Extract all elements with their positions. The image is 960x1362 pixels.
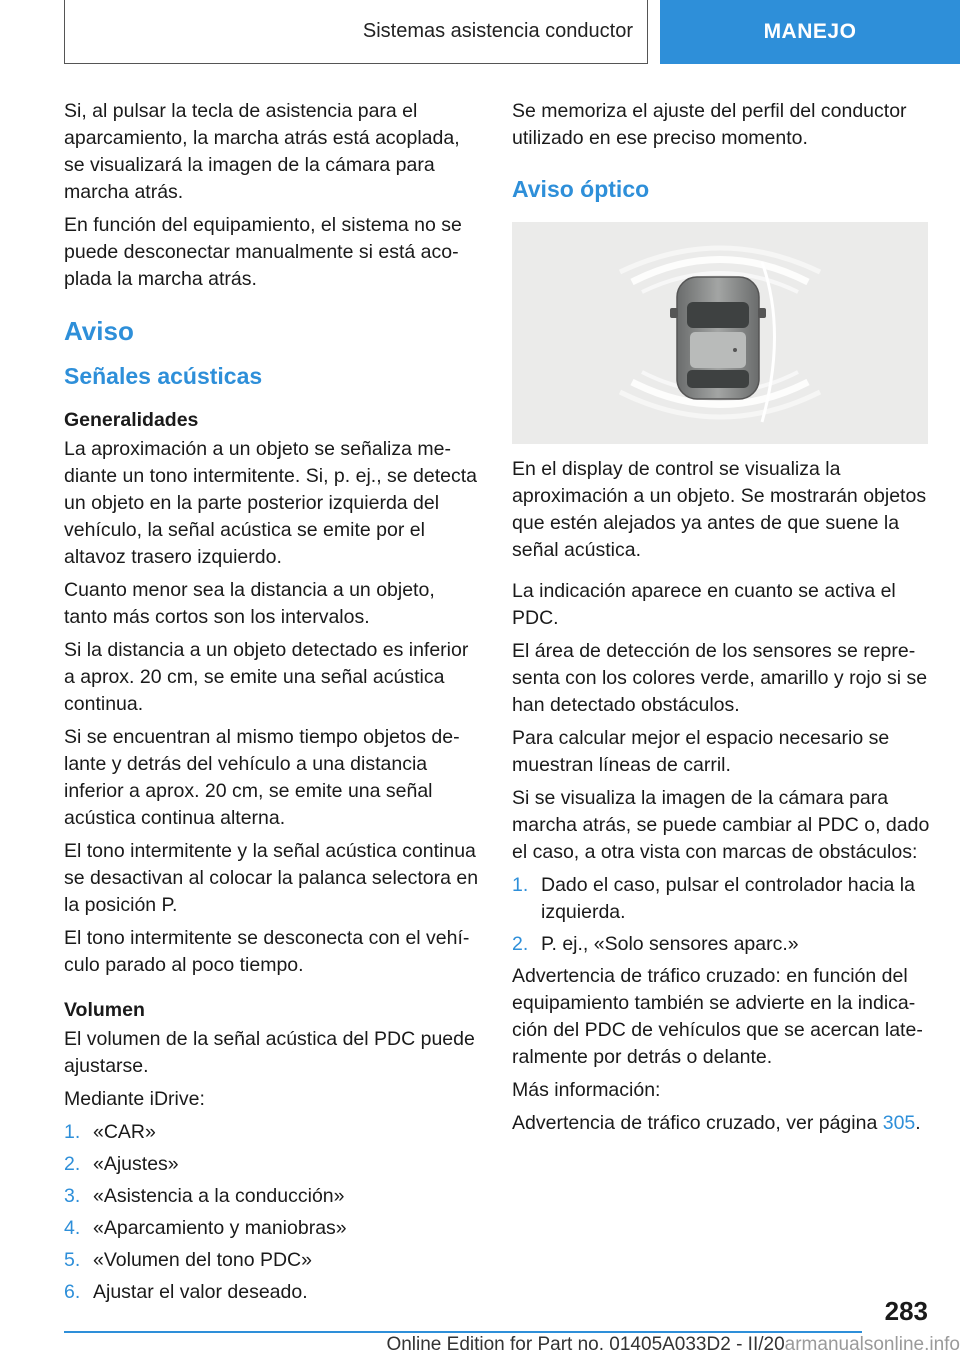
car-sensor-icon	[512, 222, 928, 444]
list-item: 2. «Ajustes»	[64, 1153, 179, 1175]
heading-aviso-optico: Aviso óptico	[512, 176, 650, 202]
watermark: armanualsonline.info	[784, 1334, 960, 1355]
body-paragraph: El tono intermitente se desconecta con el vehículo parado al poco tiempo.	[64, 927, 470, 976]
intro-paragraph: Se memoriza el ajuste del perfil del conductor utilizado en ese preciso momento.	[512, 100, 907, 149]
list-item: 1. Dado el caso, pulsar el controlador hacia la izquierda.	[512, 874, 915, 923]
figure-caption: En el display de control se visualiza la aproximación a un objeto. Se mostrarán objetos que estén alejados ya antes de que suene la señal acústica.	[512, 458, 927, 561]
pdc-display-illustration	[512, 222, 928, 444]
body-paragraph: Si la distancia a un objeto detectado es inferior a aprox. 20 cm, se emite una señal acústica continua.	[64, 639, 469, 715]
right-column	[512, 98, 930, 1143]
edition-text: Online Edition for Part no. 01405A033D2 - II/20	[386, 1334, 785, 1355]
intro-paragraph: Si, al pulsar la tecla de asistencia para el aparcamiento, la marcha atrás está acoplada, se visualizará la imagen de la cámara para marcha atrás.	[64, 100, 460, 203]
body-paragraph: Mediante iDrive:	[64, 1088, 205, 1110]
running-header	[64, 0, 648, 64]
body-paragraph: El tono intermitente y la señal acústica continua se desactivan al colocar la palanca selectora en la posición P.	[64, 840, 479, 916]
body-paragraph: Advertencia de tráfico cruzado: en función del equipamiento también se advierte en la indicación del PDC de vehículos que se acercan lateralmente por detrás o delante.	[512, 965, 923, 1068]
body-paragraph: El volumen de la señal acústica del PDC puede ajustarse.	[64, 1028, 475, 1077]
body-paragraph: Cuanto menor sea la distancia a un objeto, tanto más cortos son los intervalos.	[64, 579, 435, 628]
page-reference: Advertencia de tráfico cruzado, ver página 305.	[512, 1112, 921, 1134]
page-reference-link[interactable]: 305	[882, 1112, 916, 1134]
body-paragraph: El área de detección de los sensores se representa con los colores verde, amarillo y rojo si se han detectado obstáculos.	[512, 640, 928, 716]
body-paragraph: Si se encuentran al mismo tiempo objetos delante y detrás del vehículo a una distancia inferior a aprox. 20 cm, se emite una señal acústica continua alterna.	[64, 726, 460, 829]
chapter-tab-label: MANEJO	[763, 20, 857, 43]
heading-aviso: Aviso	[64, 316, 134, 346]
list-item: 5. «Volumen del tono PDC»	[64, 1249, 312, 1271]
list-item: 6. Ajustar el valor deseado.	[64, 1281, 308, 1303]
list-item: 4. «Aparcamiento y maniobras»	[64, 1217, 347, 1239]
intro-paragraph: En función del equipamiento, el sistema no se puede desconectar manualmente si está acoplada la marcha atrás.	[64, 214, 462, 290]
body-paragraph: Más información:	[512, 1079, 661, 1101]
body-paragraph: Para calcular mejor el espacio necesario se muestran líneas de carril.	[512, 727, 890, 776]
pdc-steps-list	[512, 872, 930, 958]
page-number: 283	[884, 1296, 928, 1326]
body-paragraph: La aproximación a un objeto se señaliza mediante un tono intermitente. Si, p. ej., se detecta un objeto en la parte posterior izquierda del vehículo, la señal acústica se emite por el altavoz trasero izquierdo.	[64, 438, 478, 568]
chapter-tab	[660, 0, 960, 64]
idrive-steps-list	[64, 1119, 482, 1306]
body-paragraph: La indicación aparece en cuanto se activa el PDC.	[512, 580, 896, 629]
body-paragraph: Si se visualiza la imagen de la cámara para marcha atrás, se puede cambiar al PDC o, dado el caso, a otra vista con marcas de obstáculos:	[512, 787, 930, 863]
list-item: 3. «Asistencia a la conducción»	[64, 1185, 345, 1207]
heading-senales-acusticas: Señales acústicas	[64, 363, 263, 389]
left-column	[64, 98, 482, 1311]
list-item: 1. «CAR»	[64, 1121, 156, 1143]
section-title: Sistemas asistencia conductor	[362, 20, 633, 42]
footer-divider	[64, 1331, 862, 1333]
footer-edition	[300, 1334, 960, 1356]
heading-generalidades: Generalidades	[64, 409, 199, 431]
heading-volumen: Volumen	[64, 999, 145, 1021]
list-item: 2. P. ej., «Solo sensores aparc.»	[512, 933, 799, 955]
